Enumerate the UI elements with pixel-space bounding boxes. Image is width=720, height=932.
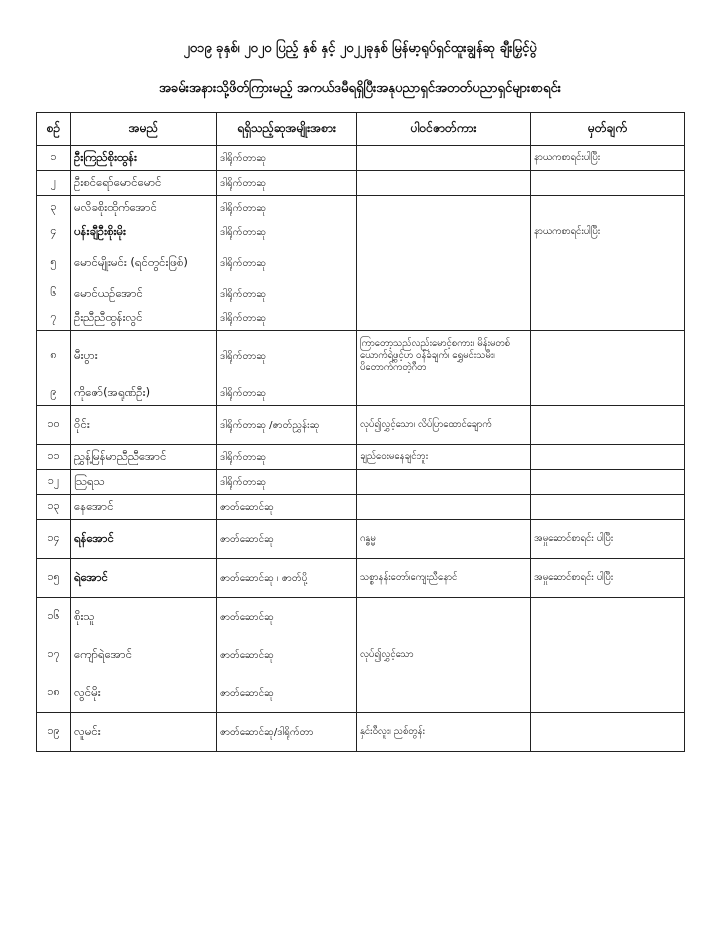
row-remark xyxy=(531,713,685,752)
row-name: ဩရသ xyxy=(71,470,217,495)
row-movie: လုပ်၍လွှင့်သော၊ လိပ်ပြာထောင်ချောက် xyxy=(357,406,531,445)
row-movie: ချည်ဝေးမနေချင်ဘူး xyxy=(357,445,531,470)
header-remark: မှတ်ချက် xyxy=(531,113,685,146)
row-name: ရန်အောင် xyxy=(71,520,217,559)
row-award: ဒါရိုက်တာဆု xyxy=(217,146,357,171)
row-name: ကျော်ရဲအောင် xyxy=(71,636,217,674)
row-award: ဇာတ်ဆောင်ဆု xyxy=(217,520,357,559)
table-row xyxy=(37,406,685,445)
row-award: ဇာတ်ဆောင်ဆု xyxy=(217,636,357,674)
row-award: ဒါရိုက်တာဆု xyxy=(217,306,357,331)
row-remark: နာယကစာရင်းပါပြီး xyxy=(531,146,685,171)
row-remark xyxy=(531,171,685,196)
row-number: ၁၃ xyxy=(37,495,71,520)
row-remark xyxy=(531,406,685,445)
row-number: ၁၁ xyxy=(37,445,71,470)
row-name: ကိုဇော်(အရုဏ်ဦး) xyxy=(71,381,217,406)
row-name: ဝိုင်း xyxy=(71,406,217,445)
row-number: ၆ xyxy=(37,282,71,306)
row-remark xyxy=(531,306,685,331)
row-name: ဦးညီညီထွန်းလွင် xyxy=(71,306,217,331)
document-subtitle: အခမ်းအနားသို့ဖိတ်ကြားမည့် အကယ်ဒမီရရှိပြီးအနုပညာရှင်အတတ်ပညာရှင်များစာရင်း xyxy=(159,81,561,96)
table-row xyxy=(37,331,685,382)
row-number: ၂ xyxy=(37,171,71,196)
row-award: ဇာတ်ဆောင်ဆု xyxy=(217,495,357,520)
row-remark xyxy=(531,244,685,282)
table-row xyxy=(37,559,685,598)
row-award: ဒါရိုက်တာဆု xyxy=(217,196,357,221)
row-number: ၃ xyxy=(37,196,71,221)
row-remark: နာယကစာရင်းပါပြီး xyxy=(531,220,685,244)
row-movie xyxy=(357,146,531,171)
row-remark xyxy=(531,636,685,674)
header-name: အမည် xyxy=(71,113,217,146)
table-row xyxy=(37,713,685,752)
table-row xyxy=(37,306,685,331)
row-movie xyxy=(357,196,531,221)
row-name: ပန်းချီဦးစိုးမိုး xyxy=(71,220,217,244)
table-row xyxy=(37,674,685,713)
row-remark xyxy=(531,598,685,637)
table-row xyxy=(37,520,685,559)
row-number: ၁၆ xyxy=(37,598,71,637)
table-row xyxy=(37,220,685,244)
table-row xyxy=(37,381,685,406)
row-award: ဒါရိုက်တာဆု xyxy=(217,282,357,306)
table-row xyxy=(37,470,685,495)
header-no: စဉ် xyxy=(37,113,71,146)
row-number: ၄ xyxy=(37,220,71,244)
header-movie: ပါဝင်ဇာတ်ကား xyxy=(357,113,531,146)
row-remark xyxy=(531,381,685,406)
row-award: ဒါရိုက်တာဆု xyxy=(217,220,357,244)
row-movie: ဂန္ဓမ္မ xyxy=(357,520,531,559)
table-row xyxy=(37,495,685,520)
header-award: ရရှိသည့်ဆုအမျိုးအစား xyxy=(217,113,357,146)
row-movie xyxy=(357,470,531,495)
row-name: မောင်ယဉ်အောင် xyxy=(71,282,217,306)
row-movie xyxy=(357,282,531,306)
row-award: ဒါရိုက်တာဆု /ဇာတ်ညွှန်းဆု xyxy=(217,406,357,445)
row-remark xyxy=(531,196,685,221)
row-number: ၇ xyxy=(37,306,71,331)
document-title: ၂၀၁၉ ခုနှစ်၊ ၂၀၂၀ ပြည့် နှစ် နှင့် ၂၀၂၂ခုနှစ် မြန်မာ့ရုပ်ရှင်ထူးချွန်ဆု ချီးမြှင့်ပွဲ xyxy=(183,41,537,56)
row-name: မောင်မျိုးမင်း (ရင်တွင်းဖြစ်) xyxy=(71,244,217,282)
row-movie xyxy=(357,674,531,713)
row-movie xyxy=(357,598,531,637)
row-movie: လုပ်၍လွှင့်သော xyxy=(357,636,531,674)
row-remark xyxy=(531,495,685,520)
row-remark xyxy=(531,282,685,306)
row-number: ၁ xyxy=(37,146,71,171)
row-remark: အမှုဆောင်စာရင်း ပါပြီး xyxy=(531,559,685,598)
row-award: ဒါရိုက်တာဆု xyxy=(217,445,357,470)
row-movie: နှင်းဝီလူး၊ ညစ်တွန်း xyxy=(357,713,531,752)
row-number: ၉ xyxy=(37,381,71,406)
row-name: လူမင်း xyxy=(71,713,217,752)
row-movie xyxy=(357,381,531,406)
row-number: ၈ xyxy=(37,331,71,382)
row-movie xyxy=(357,244,531,282)
row-name: စိုးသူ xyxy=(71,598,217,637)
row-movie: သစ္စာနန်းတော်၊ကျေးညီနောင် xyxy=(357,559,531,598)
row-name: ဦးကြည်စိုးထွန်း xyxy=(71,146,217,171)
row-name: ဦးစင်ရော်မောင်မောင် xyxy=(71,171,217,196)
row-remark: အမှုဆောင်စာရင်း ပါပြီး xyxy=(531,520,685,559)
award-list-table xyxy=(36,112,685,752)
row-number: ၁၅ xyxy=(37,559,71,598)
row-movie xyxy=(357,495,531,520)
row-award: ဒါရိုက်တာဆု xyxy=(217,171,357,196)
row-remark xyxy=(531,445,685,470)
row-award: ဇာတ်ဆောင်ဆု/ဒါရိုက်တာ xyxy=(217,713,357,752)
table-header-row xyxy=(37,113,685,146)
row-name: ညွှန့်မြန်မာညီညီအောင် xyxy=(71,445,217,470)
row-remark xyxy=(531,331,685,382)
row-remark xyxy=(531,470,685,495)
row-number: ၅ xyxy=(37,244,71,282)
row-award: ဇာတ်ဆောင်ဆု ၊ ဇာတ်ပို့ xyxy=(217,559,357,598)
row-movie xyxy=(357,306,531,331)
row-number: ၁၇ xyxy=(37,636,71,674)
row-remark xyxy=(531,674,685,713)
row-movie xyxy=(357,220,531,244)
table-row xyxy=(37,636,685,674)
row-number: ၁၂ xyxy=(37,470,71,495)
row-name: လွင်မိုး xyxy=(71,674,217,713)
table-row xyxy=(37,445,685,470)
row-award: ဒါရိုက်တာဆု xyxy=(217,244,357,282)
row-movie xyxy=(357,171,531,196)
row-award: ဇာတ်ဆောင်ဆု xyxy=(217,674,357,713)
row-number: ၁၀ xyxy=(37,406,71,445)
row-award: ဒါရိုက်တာဆု xyxy=(217,470,357,495)
row-award: ဒါရိုက်တာဆု xyxy=(217,331,357,382)
row-number: ၁၈ xyxy=(37,674,71,713)
row-name: မလိခစိုးထိုက်အောင် xyxy=(71,196,217,221)
table-row xyxy=(37,171,685,196)
table-row xyxy=(37,244,685,282)
row-name: မီးပွား xyxy=(71,331,217,382)
row-name: ရဲအောင် xyxy=(71,559,217,598)
table-row xyxy=(37,282,685,306)
table-row xyxy=(37,196,685,221)
table-row xyxy=(37,598,685,637)
row-award: ဇာတ်ဆောင်ဆု xyxy=(217,598,357,637)
row-number: ၁၉ xyxy=(37,713,71,752)
table-row xyxy=(37,146,685,171)
row-award: ဒါရိုက်တာဆု xyxy=(217,381,357,406)
row-number: ၁၄ xyxy=(37,520,71,559)
row-movie: ကြာတော့သည်လည်းမောင့်စကား၊ မိန်းမတစ်ယောက်ရဲ့ဖွင့်ဟ ဝန်ခံချက်၊ ရွှေမင်းသမီး၊ ပိတောက်ကတဲ့ဂီတ xyxy=(357,331,531,382)
row-name: နေအောင် xyxy=(71,495,217,520)
